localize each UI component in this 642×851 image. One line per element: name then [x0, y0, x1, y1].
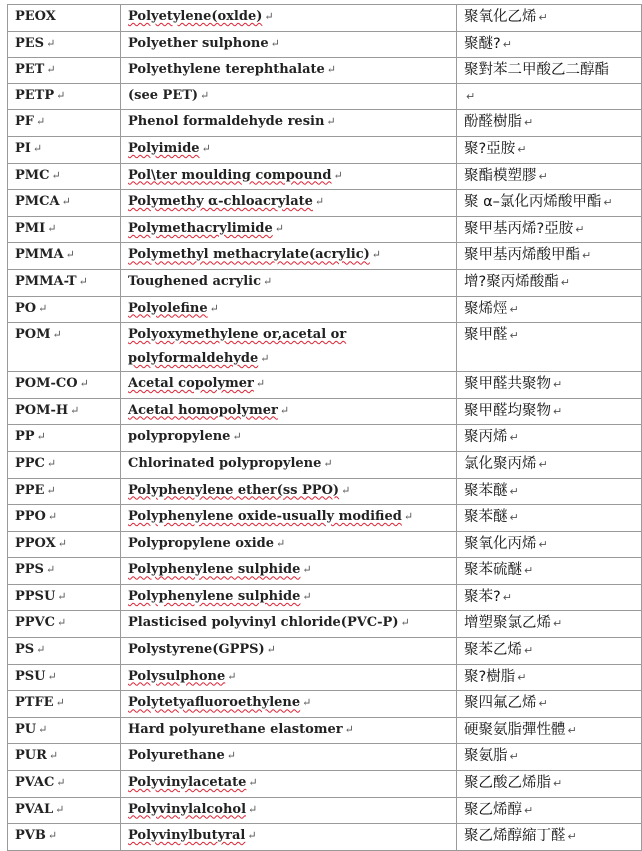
table-row	[8, 243, 642, 270]
polymer-abbreviation-table	[7, 4, 642, 851]
chinese-cell: 硬聚氨脂彈性體 ↵	[457, 717, 642, 744]
paragraph-mark-icon: ↵	[341, 483, 351, 497]
abbr-cell: PPE ↵	[8, 478, 121, 505]
paragraph-mark-icon: ↵	[247, 829, 257, 843]
abbr-cell: PPS ↵	[8, 558, 121, 585]
abbr-cell: POM-H ↵	[8, 398, 121, 425]
table-row	[8, 505, 642, 532]
paragraph-mark-icon: ↵	[266, 643, 276, 657]
paragraph-mark-icon: ↵	[509, 511, 519, 525]
paragraph-mark-icon: ↵	[553, 777, 563, 791]
paragraph-mark-icon: ↵	[314, 195, 325, 209]
abbr-cell: PI ↵	[8, 136, 121, 163]
table-row	[8, 110, 642, 137]
abbr-cell: PPC ↵	[8, 451, 121, 478]
paragraph-mark-icon: ↵	[509, 431, 519, 445]
paragraph-mark-icon: ↵	[502, 37, 512, 51]
abbr-cell: PPSU ↵	[8, 584, 121, 611]
table-row	[8, 58, 642, 84]
abbr-cell: PPO ↵	[8, 505, 121, 532]
table-row	[8, 269, 642, 296]
abbr-cell: PVB ↵	[8, 824, 121, 851]
table-row	[8, 797, 642, 824]
paragraph-mark-icon: ↵	[46, 483, 56, 497]
paragraph-mark-icon: ↵	[56, 88, 66, 102]
name-cell: Polyvinylalcohol ↵	[121, 797, 457, 824]
name-cell: Acetal copolymer ↵	[121, 372, 457, 399]
name-cell: Polymethy α-chloacrylate ↵	[121, 190, 457, 217]
table-row	[8, 717, 642, 744]
table-row	[8, 558, 642, 585]
name-cell: Polyphenylene ether(ss PPO) ↵	[121, 478, 457, 505]
paragraph-mark-icon: ↵	[46, 456, 57, 470]
table-row	[8, 664, 642, 691]
paragraph-mark-icon: ↵	[538, 169, 548, 183]
paragraph-mark-icon: ↵	[47, 221, 57, 235]
paragraph-mark-icon: ↵	[502, 590, 512, 604]
table-row	[8, 323, 642, 372]
paragraph-mark-icon: ↵	[333, 168, 343, 182]
table-row	[8, 372, 642, 399]
abbr-cell: PES ↵	[8, 31, 121, 58]
paragraph-mark-icon: ↵	[466, 89, 476, 103]
paragraph-mark-icon: ↵	[200, 88, 210, 102]
name-cell: Pol\ter moulding compound ↵	[121, 163, 457, 190]
table-row	[8, 611, 642, 638]
name-cell: polypropylene ↵	[121, 425, 457, 452]
abbr-cell: PMI ↵	[8, 216, 121, 243]
paragraph-mark-icon: ↵	[582, 249, 592, 263]
chinese-cell: 聚苯乙烯 ↵	[457, 638, 642, 665]
chinese-cell: 聚乙烯醇縮丁醛 ↵	[457, 824, 642, 851]
chinese-cell: 聚四氟乙烯 ↵	[457, 691, 642, 718]
paragraph-mark-icon: ↵	[567, 723, 577, 737]
chinese-cell: 聚醚? ↵	[457, 31, 642, 58]
paragraph-mark-icon: ↵	[403, 510, 414, 524]
abbr-cell: PET ↵	[8, 58, 121, 84]
table-row	[8, 425, 642, 452]
paragraph-mark-icon: ↵	[276, 536, 286, 550]
chinese-cell: 聚?樹脂 ↵	[457, 664, 642, 691]
paragraph-mark-icon: ↵	[264, 10, 274, 23]
paragraph-mark-icon: ↵	[45, 563, 56, 577]
paragraph-mark-icon: ↵	[260, 352, 270, 366]
name-cell: Polytetyafluoroethylene ↵	[121, 691, 457, 718]
paragraph-mark-icon: ↵	[302, 589, 312, 603]
abbr-cell: PMMA-T ↵	[8, 269, 121, 296]
paragraph-mark-icon: ↵	[538, 457, 548, 471]
name-cell: Polyetylene(oxlde) ↵	[121, 5, 457, 32]
paragraph-mark-icon: ↵	[575, 222, 585, 236]
table-row	[8, 451, 642, 478]
name-cell: Polyphenylene oxide-usually modified ↵	[121, 505, 457, 532]
paragraph-mark-icon: ↵	[538, 697, 548, 711]
paragraph-mark-icon: ↵	[553, 404, 563, 418]
abbr-cell: POM ↵	[8, 323, 121, 372]
name-cell: Polyoxymethylene or,acetal or polyformaldehyde ↵	[121, 323, 457, 372]
chinese-cell: 聚乙烯醇 ↵	[457, 797, 642, 824]
paragraph-mark-icon: ↵	[32, 141, 43, 155]
abbr-cell: PPVC ↵	[8, 611, 121, 638]
name-cell: Phenol formaldehyde resin ↵	[121, 110, 457, 137]
paragraph-mark-icon: ↵	[270, 36, 280, 50]
chinese-cell: 增?聚丙烯酸酯 ↵	[457, 269, 642, 296]
paragraph-mark-icon: ↵	[55, 802, 65, 816]
table-row	[8, 531, 642, 558]
abbr-cell: PPOX ↵	[8, 531, 121, 558]
paragraph-mark-icon: ↵	[57, 589, 67, 603]
abbr-cell: PVAC ↵	[8, 771, 121, 798]
table-row	[8, 296, 642, 323]
table-row	[8, 83, 642, 110]
abbr-cell: PMMA ↵	[8, 243, 121, 270]
paragraph-mark-icon: ↵	[47, 829, 58, 843]
chinese-cell: 氯化聚丙烯 ↵	[457, 451, 642, 478]
name-cell: Polyolefine ↵	[121, 296, 457, 323]
name-cell: Polymethacrylimide ↵	[121, 216, 457, 243]
table-row	[8, 216, 642, 243]
chinese-cell: 聚氧化乙烯 ↵	[457, 5, 642, 32]
paragraph-mark-icon: ↵	[323, 456, 333, 470]
chinese-cell: 聚甲醛共聚物 ↵	[457, 372, 642, 399]
paragraph-mark-icon: ↵	[70, 403, 80, 417]
paragraph-mark-icon: ↵	[38, 722, 48, 736]
paragraph-mark-icon: ↵	[524, 564, 534, 578]
paragraph-mark-icon: ↵	[524, 644, 534, 658]
table-row	[8, 638, 642, 665]
paragraph-mark-icon: ↵	[57, 536, 67, 550]
paragraph-mark-icon: ↵	[371, 248, 382, 262]
paragraph-mark-icon: ↵	[55, 696, 65, 710]
name-cell: Polymethyl methacrylate(acrylic) ↵	[121, 243, 457, 270]
paragraph-mark-icon: ↵	[302, 563, 312, 577]
paragraph-mark-icon: ↵	[517, 670, 527, 684]
paragraph-mark-icon: ↵	[36, 643, 46, 657]
paragraph-mark-icon: ↵	[553, 378, 563, 392]
paragraph-mark-icon: ↵	[38, 301, 48, 315]
paragraph-mark-icon: ↵	[603, 196, 613, 210]
abbr-cell: PVAL ↵	[8, 797, 121, 824]
paragraph-mark-icon: ↵	[509, 750, 519, 764]
table-row	[8, 190, 642, 217]
paragraph-mark-icon: ↵	[47, 510, 58, 524]
paragraph-mark-icon: ↵	[279, 403, 290, 417]
chinese-cell: 聚對苯二甲酸乙二醇酯	[457, 58, 642, 84]
paragraph-mark-icon: ↵	[46, 63, 56, 77]
table-row	[8, 691, 642, 718]
table-row	[8, 771, 642, 798]
chinese-cell: 聚氨脂 ↵	[457, 744, 642, 771]
paragraph-mark-icon: ↵	[78, 274, 88, 288]
name-cell: Polystyrene(GPPS) ↵	[121, 638, 457, 665]
chinese-cell: 聚甲醛 ↵	[457, 323, 642, 372]
paragraph-mark-icon: ↵	[538, 11, 548, 24]
paragraph-mark-icon: ↵	[79, 377, 89, 391]
chinese-cell: 增塑聚氯乙烯 ↵	[457, 611, 642, 638]
name-cell: Polyimide ↵	[121, 136, 457, 163]
name-cell: Acetal homopolymer ↵	[121, 398, 457, 425]
paragraph-mark-icon: ↵	[538, 537, 548, 551]
chinese-cell: 聚乙酸乙烯脂 ↵	[457, 771, 642, 798]
name-cell: Plasticised polyvinyl chloride(PVC-P) ↵	[121, 611, 457, 638]
paragraph-mark-icon: ↵	[48, 749, 59, 763]
chinese-cell: 聚酯模塑膠 ↵	[457, 163, 642, 190]
paragraph-mark-icon: ↵	[302, 696, 312, 710]
name-cell: Polysulphone ↵	[121, 664, 457, 691]
name-cell: Polyvinylbutyral ↵	[121, 824, 457, 851]
name-cell: Polypropylene oxide ↵	[121, 531, 457, 558]
paragraph-mark-icon: ↵	[232, 430, 242, 444]
table-row	[8, 136, 642, 163]
paragraph-mark-icon: ↵	[36, 115, 46, 129]
abbr-cell: PETP ↵	[8, 83, 121, 110]
table-row	[8, 163, 642, 190]
paragraph-mark-icon: ↵	[248, 776, 258, 790]
paragraph-mark-icon: ↵	[209, 301, 219, 315]
table-row	[8, 824, 642, 851]
paragraph-mark-icon: ↵	[560, 275, 570, 289]
paragraph-mark-icon: ↵	[61, 195, 71, 209]
chinese-cell: 聚氧化丙烯 ↵	[457, 531, 642, 558]
paragraph-mark-icon: ↵	[255, 377, 266, 391]
paragraph-mark-icon: ↵	[509, 484, 519, 498]
abbr-cell: PS ↵	[8, 638, 121, 665]
abbr-cell: PTFE ↵	[8, 691, 121, 718]
chinese-cell	[457, 83, 642, 110]
paragraph-mark-icon: ↵	[56, 616, 67, 630]
paragraph-mark-icon: ↵	[56, 776, 66, 790]
chinese-cell: 聚?亞胺 ↵	[457, 136, 642, 163]
paragraph-mark-icon: ↵	[46, 36, 56, 50]
paragraph-mark-icon: ↵	[227, 669, 237, 683]
paragraph-mark-icon: ↵	[263, 274, 273, 288]
table-body	[8, 5, 642, 851]
abbr-cell: PU ↵	[8, 717, 121, 744]
abbr-cell: PUR ↵	[8, 744, 121, 771]
paragraph-mark-icon: ↵	[326, 115, 336, 129]
chinese-cell: 聚苯醚 ↵	[457, 478, 642, 505]
abbr-cell: PP ↵	[8, 425, 121, 452]
paragraph-mark-icon: ↵	[52, 328, 62, 342]
paragraph-mark-icon: ↵	[248, 802, 258, 816]
table-row	[8, 5, 642, 32]
chinese-cell: 聚苯硫醚 ↵	[457, 558, 642, 585]
abbr-cell: PF ↵	[8, 110, 121, 137]
paragraph-mark-icon: ↵	[201, 141, 211, 155]
table-row	[8, 398, 642, 425]
abbr-cell: PSU ↵	[8, 664, 121, 691]
paragraph-mark-icon: ↵	[47, 669, 57, 683]
chinese-cell: 酚醛樹脂 ↵	[457, 110, 642, 137]
paragraph-mark-icon: ↵	[326, 63, 337, 77]
chinese-cell: 聚烯烴 ↵	[457, 296, 642, 323]
name-cell: Chlorinated polypropylene ↵	[121, 451, 457, 478]
table-row	[8, 31, 642, 58]
paragraph-mark-icon: ↵	[274, 221, 284, 235]
name-cell: Hard polyurethane elastomer ↵	[121, 717, 457, 744]
paragraph-mark-icon: ↵	[51, 168, 61, 182]
abbr-cell: POM-CO ↵	[8, 372, 121, 399]
paragraph-mark-icon: ↵	[517, 142, 527, 156]
paragraph-mark-icon: ↵	[65, 248, 75, 262]
paragraph-mark-icon: ↵	[36, 430, 46, 444]
abbr-cell: PO ↵	[8, 296, 121, 323]
chinese-cell: 聚甲醛均聚物 ↵	[457, 398, 642, 425]
paragraph-mark-icon: ↵	[509, 329, 519, 343]
name-cell: Polyphenylene sulphide ↵	[121, 584, 457, 611]
chinese-cell: 聚甲基丙烯酸甲酯 ↵	[457, 243, 642, 270]
name-cell: Toughened acrylic ↵	[121, 269, 457, 296]
abbr-cell: PMC ↵	[8, 163, 121, 190]
paragraph-mark-icon: ↵	[400, 616, 410, 630]
table-row	[8, 478, 642, 505]
name-cell: Polyethylene terephthalate ↵	[121, 58, 457, 84]
paragraph-mark-icon: ↵	[226, 749, 236, 763]
chinese-cell: 聚甲基丙烯?亞胺 ↵	[457, 216, 642, 243]
paragraph-mark-icon: ↵	[524, 116, 534, 130]
paragraph-mark-icon: ↵	[344, 722, 354, 736]
abbr-cell: PMCA ↵	[8, 190, 121, 217]
chinese-cell: 聚苯? ↵	[457, 584, 642, 611]
paragraph-mark-icon: ↵	[567, 830, 577, 844]
name-cell: (see PET) ↵	[121, 83, 457, 110]
table-row	[8, 584, 642, 611]
chinese-cell: 聚丙烯 ↵	[457, 425, 642, 452]
chinese-cell: 聚苯醚 ↵	[457, 505, 642, 532]
paragraph-mark-icon: ↵	[524, 803, 534, 817]
name-cell: Polyether sulphone ↵	[121, 31, 457, 58]
name-cell: Polyurethane ↵	[121, 744, 457, 771]
chinese-cell: 聚 α–氯化丙烯酸甲酯 ↵	[457, 190, 642, 217]
name-cell: Polyvinylacetate ↵	[121, 771, 457, 798]
paragraph-mark-icon: ↵	[509, 302, 519, 316]
abbr-cell: PEOX	[8, 5, 121, 32]
name-cell: Polyphenylene sulphide ↵	[121, 558, 457, 585]
table-row	[8, 744, 642, 771]
paragraph-mark-icon: ↵	[553, 617, 563, 631]
